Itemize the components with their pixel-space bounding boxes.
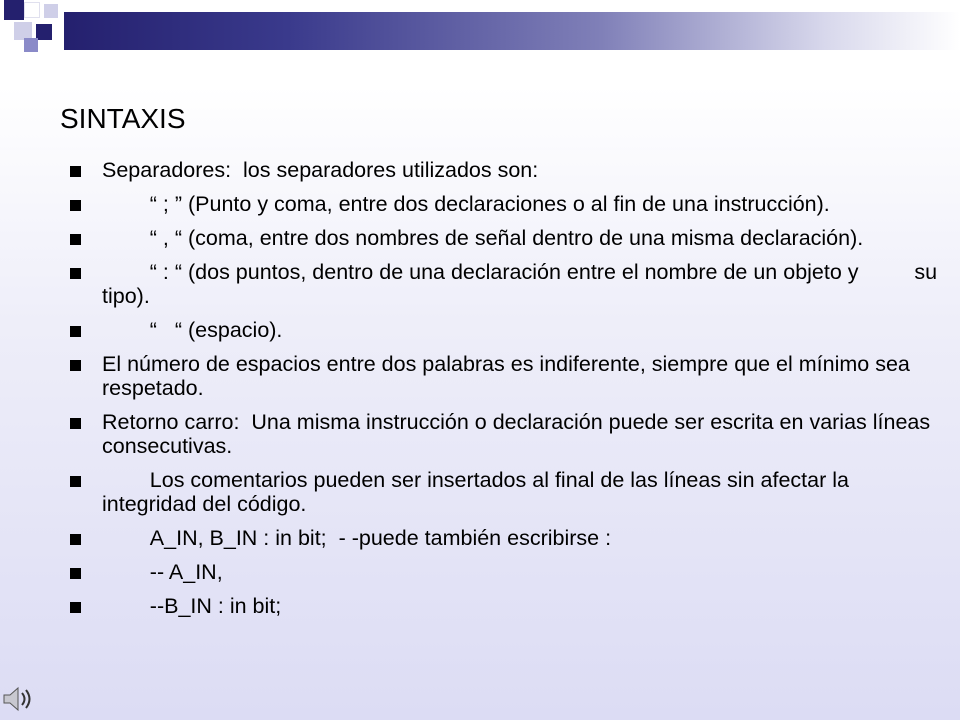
list-item <box>66 260 944 308</box>
list-item-text: Retorno carro: Una misma instrucción o declaración puede ser escrita en varias líneas consecutivas. <box>102 410 937 458</box>
decorative-square <box>36 24 52 40</box>
list-item <box>66 410 938 458</box>
slide-title: SINTAXIS <box>60 103 186 134</box>
list-item <box>66 526 938 550</box>
decorative-square <box>24 2 40 18</box>
decorative-square <box>4 0 24 20</box>
list-item <box>66 594 938 618</box>
list-item-text: “ “ (espacio). <box>102 318 283 342</box>
list-item <box>66 560 938 584</box>
list-item-text: -- A_IN, <box>102 560 223 584</box>
list-item <box>66 192 938 216</box>
list-item <box>66 226 938 250</box>
bullet-icon <box>70 418 81 429</box>
list-item-text: Separadores: los separadores utilizados son: <box>102 158 539 182</box>
list-item <box>66 468 938 516</box>
decorative-square <box>44 4 58 18</box>
list-item <box>66 318 938 342</box>
bullet-icon <box>70 360 81 371</box>
list-item-text: A_IN, B_IN : in bit; - -puede también escribirse : <box>102 526 612 550</box>
list-item-text: “ ; ” (Punto y coma, entre dos declaraciones o al fin de una instrucción). <box>102 192 830 216</box>
list-item <box>66 158 938 182</box>
list-item-text: El número de espacios entre dos palabras es indiferente, siempre que el mínimo sea respetado. <box>102 352 916 400</box>
bullet-icon <box>70 326 81 337</box>
list-item-text: “ : “ (dos puntos, dentro de una declaración entre el nombre de un objeto y su tipo). <box>102 260 944 308</box>
decorative-square <box>24 38 38 52</box>
bullet-icon <box>70 268 81 279</box>
bullet-icon <box>70 476 81 487</box>
list-item-text: “ , “ (coma, entre dos nombres de señal dentro de una misma declaración). <box>102 226 864 250</box>
header-gradient-bar <box>64 12 960 50</box>
list-item-text: Los comentarios pueden ser insertados al final de las líneas sin afectar la integridad del código. <box>102 468 855 516</box>
bullet-icon <box>70 602 81 613</box>
list-item-text: --B_IN : in bit; <box>102 594 282 618</box>
bullet-icon <box>70 534 81 545</box>
bullet-list <box>66 158 944 628</box>
bullet-icon <box>70 166 81 177</box>
speaker-icon[interactable] <box>2 684 38 714</box>
bullet-icon <box>70 200 81 211</box>
bullet-icon <box>70 234 81 245</box>
bullet-icon <box>70 568 81 579</box>
list-item <box>66 352 938 400</box>
